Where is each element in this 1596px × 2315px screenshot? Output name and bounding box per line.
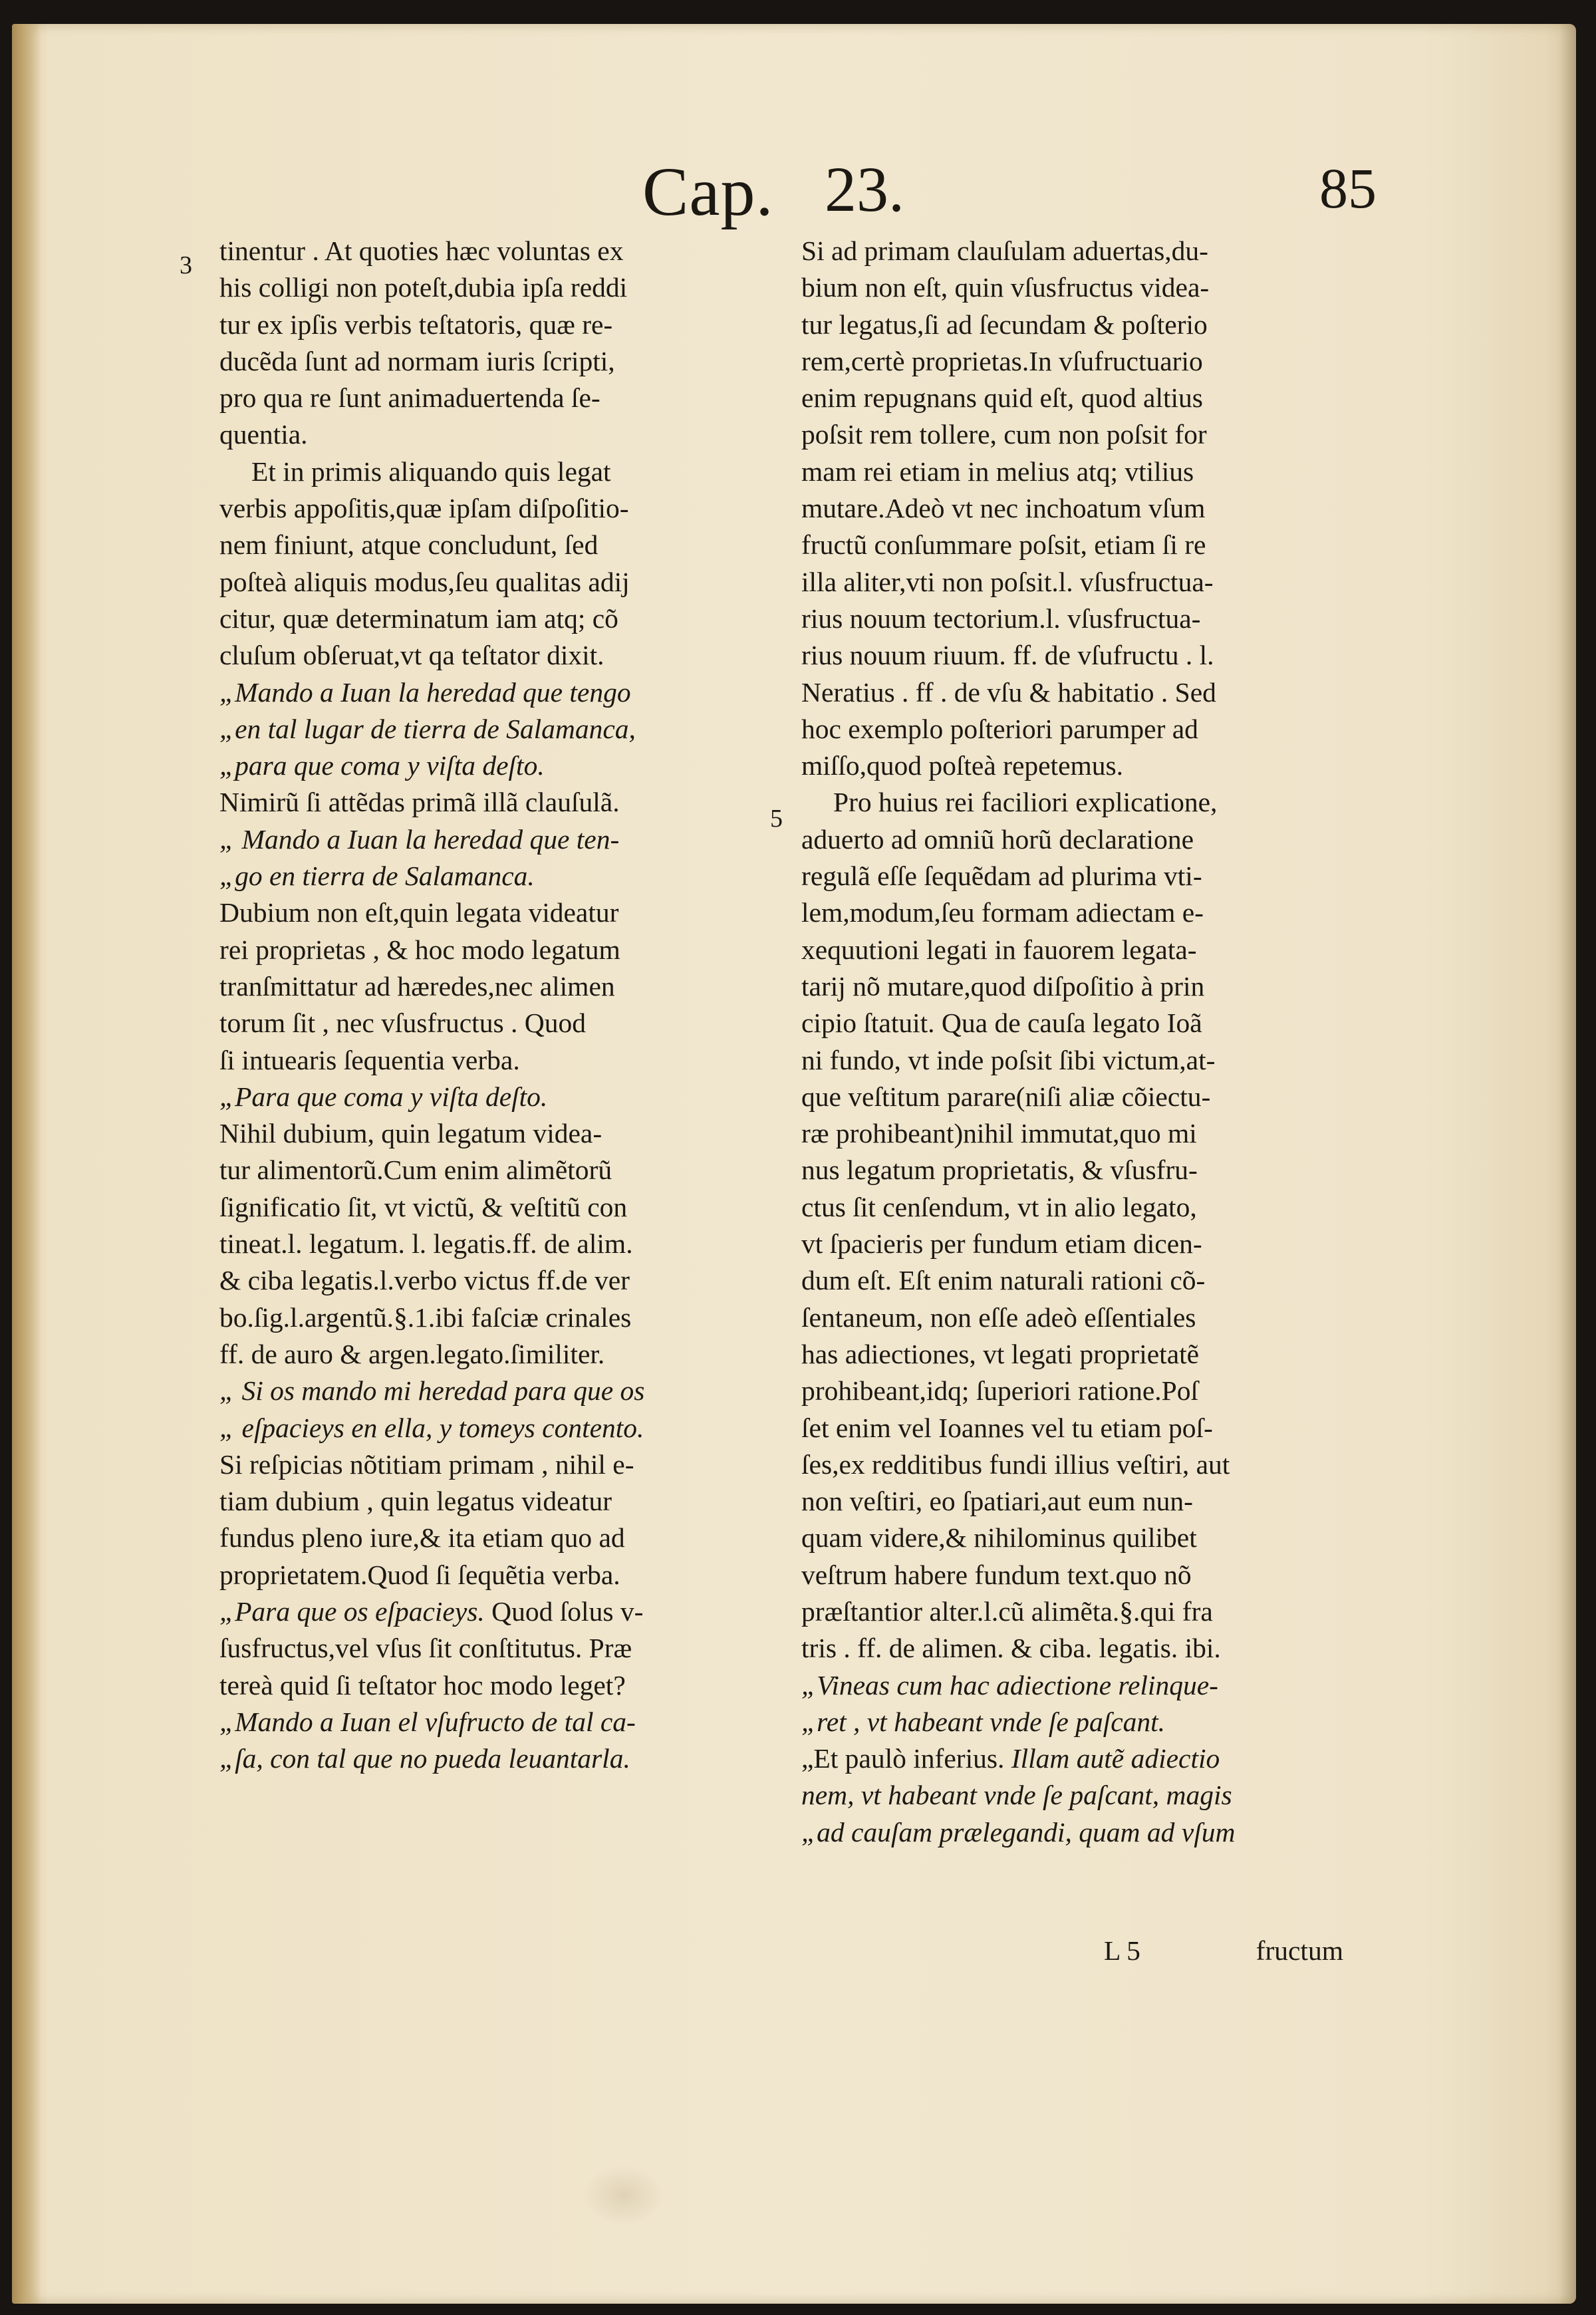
text-line [219,1593,745,1630]
text-line: quentia. [219,419,308,450]
text-line: tur ex ipſis verbis teſtatoris, quæ re- [219,309,613,340]
text-line: Neratius . ff . de vſu & habitatio . Sed [801,676,1216,708]
text-line: Nihil dubium, quin legatum videa- [219,1118,602,1149]
text-line: „para que coma y viſta deſto. [219,750,545,781]
text-line: ſentaneum, non eſſe adeò eſſentiales [801,1301,1196,1333]
text-line: „go en tierra de Salamanca. [219,861,535,892]
text-line: ff. de auro & argen.legato.ſimiliter. [219,1338,605,1369]
text-line: regulã eſſe ſequẽdam ad plurima vti- [801,861,1202,892]
text-line: „en tal lugar de tierra de Salamanca, [219,713,636,744]
text-line: nem, vt habeant vnde ſe paſcant, magis [801,1780,1232,1811]
text-line: lem,modum,ſeu formam adiectam e- [801,897,1204,928]
text-line: prohibeant,idq; ſuperiori ratione.Poſ [801,1375,1199,1407]
text-line: „ Mando a Iuan la heredad que ten- [219,823,620,855]
roman-text: „Et paulò inferius. [801,1743,1011,1774]
text-line: Si reſpicias nõtitiam primam , nihil e- [219,1448,634,1480]
text-line: tereà quid ſi teſtator hoc modo leget? [219,1669,626,1701]
text-line: non veſtiri, eo ſpatiari,aut eum nun- [801,1486,1193,1517]
margin-number: 3 [180,251,192,279]
text-line: verbis appoſitis,quæ ipſam diſpoſitio- [219,493,629,524]
text-line: „ad cauſam prælegandi, quam ad vſum [801,1816,1236,1847]
text-line: mutare.Adeò vt nec inchoatum vſum [801,493,1206,524]
text-line: rem,certè proprietas.In vſufructuario [801,345,1203,376]
text-line: mam rei etiam in melius atq; vtilius [801,456,1194,487]
text-line: ſignificatio ſit, vt victũ, & veſtitũ con [219,1191,628,1222]
text-line: aduerto ad omniũ horũ declaratione [801,823,1194,855]
text-line: tur legatus,ſi ad ſecundam & poſterio [801,309,1208,340]
text-line: tiam dubium , quin legatus videatur [219,1486,612,1517]
roman-text: Quod ſolus v- [484,1595,644,1627]
margin-number: 5 [770,805,783,833]
text-line: rius nouum riuum. ff. de vſufructu . l. [801,640,1214,671]
text-line: torum ſit , nec vſusfructus . Quod [219,1008,586,1039]
text-line: Pro huius rei faciliori explicatione, [833,787,1218,818]
text-line: & ciba legatis.l.verbo victus ff.de ver [219,1265,630,1296]
text-line [801,1740,1327,1777]
text-line: „Mando a Iuan la heredad que tengo [219,676,631,708]
page-gutter [12,24,41,2304]
signature-mark: L 5 [1104,1935,1140,1966]
text-line: ræ prohibeant)nihil immutat,quo mi [801,1118,1197,1149]
text-line: „ eſpacieys en ella, y tomeys contento. [219,1412,644,1443]
text-line: cipio ſtatuit. Qua de cauſa legato Ioã [801,1008,1202,1039]
text-line: ſusfructus,vel vſus ſit conſtitutus. Præ [219,1633,632,1664]
text-line: bo.ſig.l.argentũ.§.1.ibi faſciæ crinales [219,1301,632,1333]
text-line: hoc exemplo poſteriori parumper ad [801,713,1198,744]
left-text-column [219,233,745,1777]
text-line: tinentur . At quoties hæc voluntas ex [219,235,624,266]
text-line: poſsit rem tollere, cum non poſsit for [801,419,1207,450]
text-line: „ſa, con tal que no pueda leuantarla. [219,1743,630,1774]
text-line: Nimirũ ſi attẽdas primã illã clauſulã. [219,787,620,818]
text-line: „ Si os mando mi heredad para que os [219,1375,645,1407]
catchword: fructum [1256,1935,1343,1966]
text-line: dum eſt. Eſt enim naturali rationi cõ- [801,1265,1206,1296]
text-line: „Mando a Iuan el vſufructo de tal ca- [219,1706,636,1737]
text-line: poſteà aliquis modus,ſeu qualitas adij [219,566,630,597]
text-line: rius nouum tectorium.l. vſusfructua- [801,603,1201,634]
text-line: præſtantior alter.l.cũ alimẽta.§.qui fra [801,1595,1213,1627]
text-line: ctus ſit cenſendum, vt in alio legato, [801,1191,1197,1222]
text-line: Si ad primam clauſulam aduertas,du- [801,235,1208,266]
text-line: illa aliter,vti non poſsit.l. vſusfructua- [801,566,1214,597]
italic-text: „Para que os eſpacieys. [219,1595,485,1627]
text-line: miſſo,quod poſteà repetemus. [801,750,1124,781]
text-line: quam videre,& nihilominus quilibet [801,1522,1197,1554]
text-line: proprietatem.Quod ſi ſequẽtia verba. [219,1559,620,1590]
folio-number: 85 [1319,156,1377,220]
text-line: „Vineas cum hac adiectione relinque- [801,1669,1218,1701]
text-line: tineat.l. legatum. l. legatis.ff. de alim. [219,1228,633,1260]
text-line: rei proprietas , & hoc modo legatum [219,934,620,965]
text-line: cluſum obſeruat,vt qa teſtator dixit. [219,640,604,671]
text-line: bium non eſt, quin vſusfructus videa- [801,272,1210,303]
text-line: citur, quæ determinatum iam atq; cõ [219,603,618,634]
text-line: ducẽda ſunt ad normam iuris ſcripti, [219,345,615,376]
text-line: fructũ conſummare poſsit, etiam ſi re [801,529,1206,561]
page-edge [1559,24,1576,2304]
text-line: ni fundo, vt inde poſsit ſibi victum,at- [801,1044,1216,1075]
text-line: tur alimentorũ.Cum enim alimẽtorũ [219,1155,612,1186]
text-line: vt ſpacieris per fundum etiam dicen- [801,1228,1202,1260]
text-line: nem finiunt, atque concludunt, ſed [219,529,598,561]
text-line: „ret , vt habeant vnde ſe paſcant. [801,1706,1166,1737]
text-line: ſi intuearis ſequentia verba. [219,1044,520,1075]
italic-text: Illam autẽ adiectio [1011,1743,1220,1774]
text-line: veſtrum habere fundum text.quo nõ [801,1559,1192,1590]
text-line: „Para que coma y viſta deſto. [219,1081,548,1112]
chapter-label: Cap. [642,154,774,230]
text-line: que veſtitum parare(niſi aliæ cõiectu- [801,1081,1211,1112]
right-text-column [801,233,1327,1851]
text-line: ſet enim vel Ioannes vel tu etiam poſ- [801,1412,1213,1443]
text-line: xequutioni legati in fauorem legata- [801,934,1197,965]
text-line: tris . ff. de alimen. & ciba. legatis. ibi. [801,1633,1221,1664]
text-line: ſes,ex redditibus fundi illius veſtiri, aut [801,1448,1230,1480]
text-line: tranſmittatur ad hæredes,nec alimen [219,970,615,1002]
text-line: enim repugnans quid eſt, quod altius [801,382,1203,414]
chapter-number: 23. [825,154,904,225]
text-line: his colligi non poteſt,dubia ipſa reddi [219,272,628,303]
text-line: tarij nõ mutare,quod diſpoſitio à prin [801,970,1205,1002]
text-line: Et in primis aliquando quis legat [251,456,611,487]
text-line: nus legatum proprietatis, & vſusfru- [801,1155,1198,1186]
text-line: Dubium non eſt,quin legata videatur [219,897,619,928]
paper-stain [584,2165,664,2225]
running-head [625,148,1377,241]
text-line: has adiectiones, vt legati proprietatẽ [801,1338,1200,1369]
text-line: fundus pleno iure,& ita etiam quo ad [219,1522,625,1554]
page-footer [1104,1933,1343,1970]
text-line: pro qua re ſunt animaduertenda ſe- [219,382,600,414]
